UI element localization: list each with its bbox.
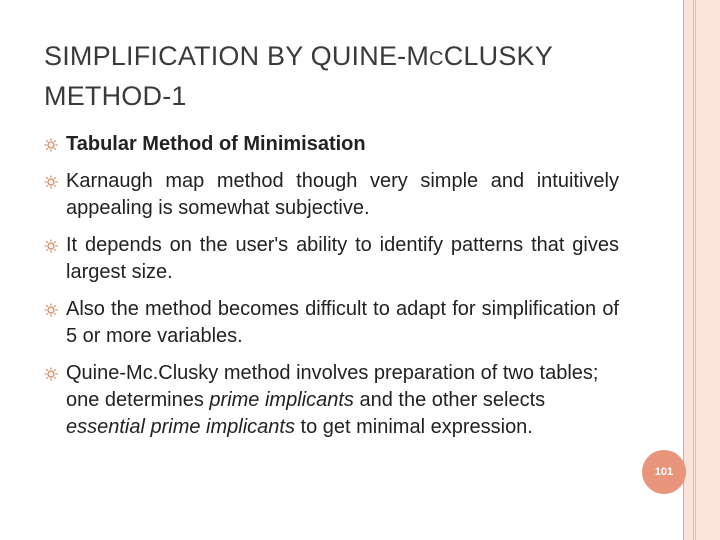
title-text-part: METHOD-1 xyxy=(44,81,187,111)
sun-icon xyxy=(44,367,58,381)
title-text-part: CLUSKY xyxy=(443,41,553,71)
decorative-edge-line xyxy=(693,0,694,540)
bullet-item xyxy=(44,131,619,158)
decorative-edge-line xyxy=(695,0,696,540)
sun-icon xyxy=(44,239,58,253)
bullet-item xyxy=(44,232,619,286)
title-text-part: SIMPLIFICATION BY QUINE-M xyxy=(44,41,430,71)
bullet-text: Quine-Mc.Clusky method involves preparation of two tables; one determines xyxy=(66,362,599,411)
bullet-item xyxy=(44,168,619,222)
bullet-item xyxy=(44,360,619,441)
sun-icon xyxy=(44,175,58,189)
decorative-edge-band xyxy=(683,0,720,540)
sun-icon xyxy=(44,138,58,152)
bullet-text: It depends on the user's ability to identify patterns that gives largest size. xyxy=(66,234,619,283)
sun-icon xyxy=(44,303,58,317)
bullet-text: to get minimal expression. xyxy=(294,416,533,438)
bullet-text: Karnaugh map method though very simple and intuitively appealing is somewhat subjective. xyxy=(66,170,619,219)
bullet-text: Tabular Method of Minimisation xyxy=(66,133,366,155)
bullet-list xyxy=(44,131,619,451)
bullet-emphasis: prime implicants xyxy=(209,389,354,411)
bullet-text: and the other selects xyxy=(353,389,546,411)
decorative-edge-line xyxy=(683,0,684,540)
page-number-badge xyxy=(642,450,686,494)
title-text-part: C xyxy=(429,48,444,70)
slide-title xyxy=(44,38,644,115)
bullet-emphasis: essential prime implicants xyxy=(66,416,295,438)
bullet-item xyxy=(44,296,619,350)
page-number: 101 xyxy=(654,466,674,478)
bullet-text: Also the method becomes difficult to adapt for simplification of 5 or more variables. xyxy=(66,298,619,347)
